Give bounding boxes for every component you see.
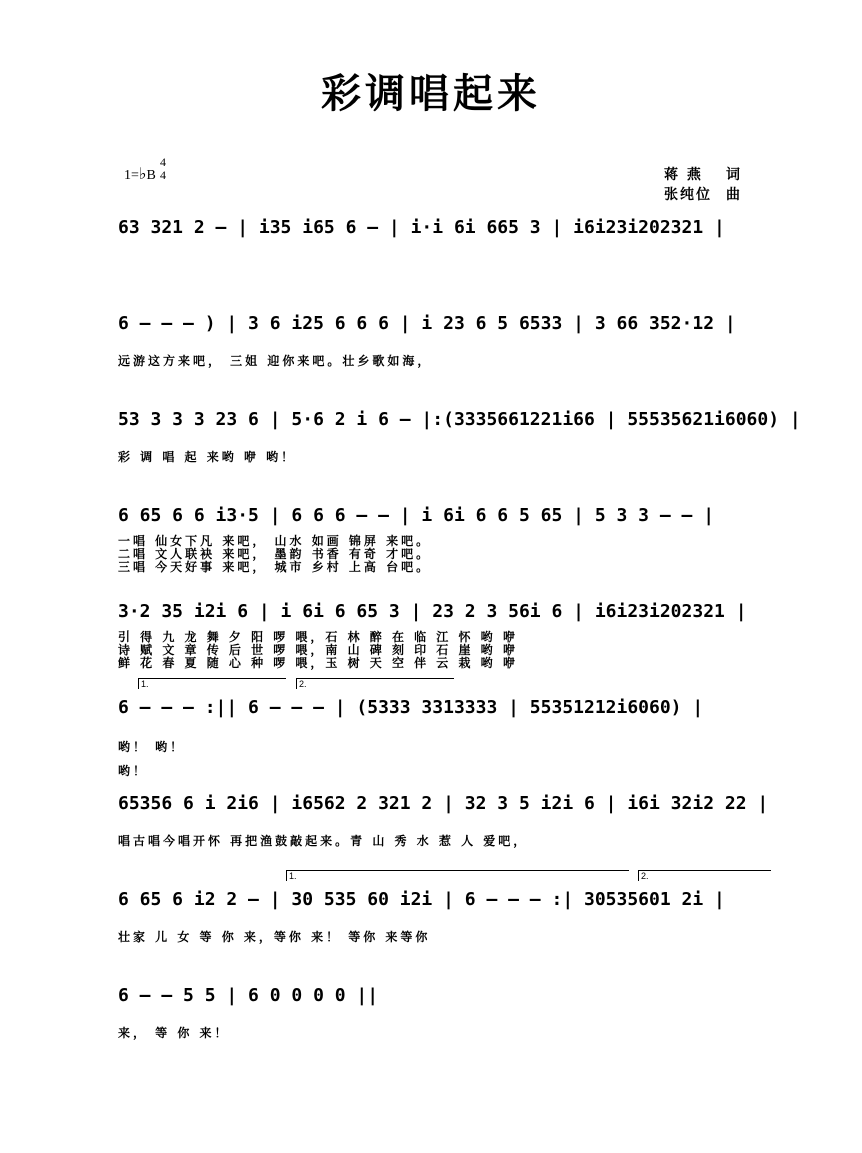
volta-first-ending: 1. [138,678,286,689]
time-signature [160,156,166,182]
lyric-line: 一唱 仙女下凡 来吧， 山水 如画 锦屏 来吧。 [118,534,432,548]
composer-name: 张纯位 [664,187,712,203]
lyric-line: 来， 等 你 来！ [118,1026,230,1040]
volta-first-ending: 1. [286,870,629,881]
volta-second-ending: 2. [638,870,771,881]
notation-line: 6 65 6 6 i3·5 | 6 6 6 – – | i 6i 6 6 5 65 | 5 3 3 – – | [118,505,715,526]
notation-line: 3·2 35 i2i 6 | i 6i 6 65 3 | 23 2 3 56i 6 | i6i23i202321 | [118,601,747,622]
staff-system-7 [118,784,778,824]
composer-role: 曲 [726,187,740,203]
staff-system-8 [118,880,778,920]
lyric-line: 哟！ 哟！ [118,740,186,754]
lyric-line: 鲜 花 春 夏 随 心 种 啰 喂，玉 树 天 空 伴 云 栽 哟 咿 [118,656,518,670]
key-signature [124,164,156,184]
lyricist-credit [664,164,740,184]
staff-system-9 [118,976,778,1016]
lyric-line: 唱古唱今唱开怀 再把渔鼓敲起来。青 山 秀 水 惹 人 爱吧， [118,834,529,848]
lyric-line: 二唱 文人联袂 来吧， 墨韵 书香 有奇 才吧。 [118,547,432,561]
lyric-line: 引 得 九 龙 舞 夕 阳 啰 喂，石 林 醉 在 临 江 怀 哟 咿 [118,630,518,644]
lyricist-role: 词 [726,167,740,183]
lyric-line: 彩 调 唱 起 来哟 咿 哟！ [118,450,297,464]
staff-system-4 [118,496,778,536]
staff-system-3 [118,400,801,440]
lyric-line: 壮家 儿 女 等 你 来，等你 来！ 等你 来等你 [118,930,431,944]
key-note: B [146,168,156,183]
notation-line: 6 – – – ) | 3 6 i25 6 6 6 | i 23 6 5 6533 | 3 66 352·12 | [118,313,736,334]
lyric-line: 三唱 今天好事 来吧， 城市 乡村 上高 台吧。 [118,560,432,574]
time-top: 4 [160,155,166,169]
staff-system-1 [118,208,778,248]
notation-line: 65356 6 i 2i6 | i6562 2 321 2 | 32 3 5 i2i 6 | i6i 32i2 22 | [118,793,769,814]
notation-line: 6 – – – :|| 6 – – – | (5333 3313333 | 55351212i6060) | [118,697,704,718]
time-bottom: 4 [160,168,166,182]
key-prefix: 1= [124,168,139,183]
lyricist-name: 蒋 燕 [664,167,703,183]
notation-line: 63 321 2 – | i35 i65 6 – | i·i 6i 665 3 | i6i23i202321 | [118,217,725,238]
staff-system-6 [118,688,778,728]
volta-second-ending: 2. [296,678,454,689]
flat-icon: ♭ [138,166,147,183]
staff-system-5 [118,592,778,632]
notation-line: 53 3 3 3 23 6 | 5·6 2 i 6 – |:(3335661221i66 | 55535621i6060) | [118,409,801,430]
notation-line: 6 65 6 i2 2 – | 30 535 60 i2i | 6 – – – :| 30535601 2i | [118,889,725,910]
lyric-line: 远游这方来吧， 三姐 迎你来吧。壮乡歌如海， [118,354,433,368]
staff-system-2 [118,304,778,344]
song-title: 彩调唱起来 [321,70,541,117]
lyric-line: 哟！ [118,764,149,778]
notation-line: 6 – – 5 5 | 6 0 0 0 0 || [118,985,379,1006]
composer-credit [664,184,740,204]
lyric-line: 诗 赋 文 章 传 后 世 啰 喂，南 山 碑 刻 印 石 崖 哟 咿 [118,643,518,657]
